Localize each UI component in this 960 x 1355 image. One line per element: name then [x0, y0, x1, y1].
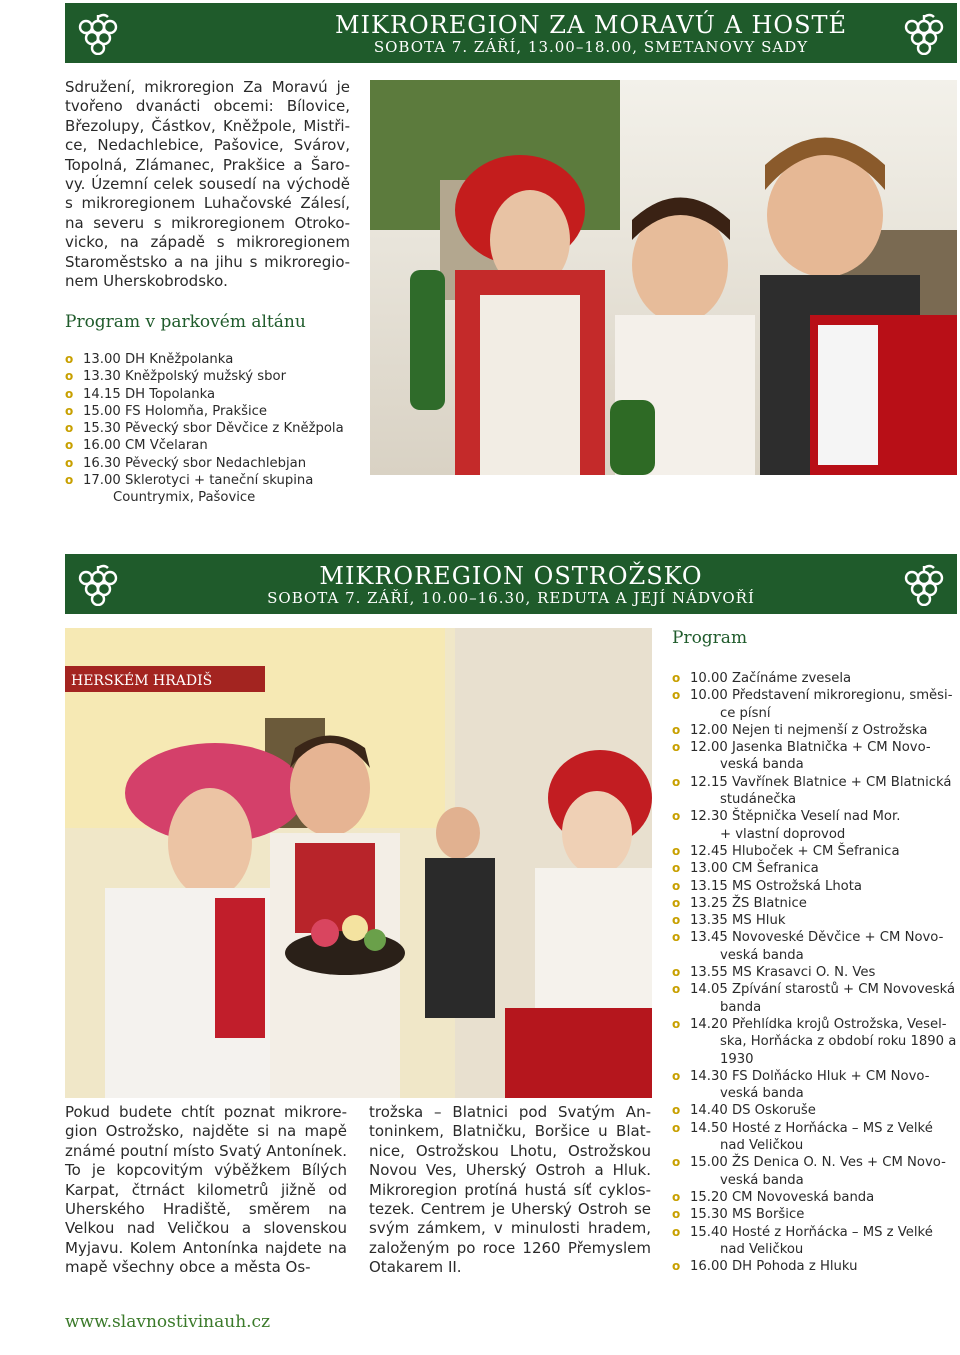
bullet-icon: o: [672, 1259, 681, 1274]
list-item: o 14.20 Přehlídka krojů Ostrožska, Vesel- ska, Horňácka z období roku 1890 a 1930: [672, 1016, 957, 1067]
list-item: o 13.35 MS Hluk: [672, 913, 786, 929]
list-item: o 16.30 Pěvecký sbor Nedachlebjan: [65, 455, 307, 471]
bullet-icon: o: [672, 1155, 681, 1170]
bullet-icon: o: [672, 913, 681, 928]
bullet-icon: o: [672, 1068, 681, 1083]
footer-website-link[interactable]: www.slavnostivinauh.cz: [65, 1312, 271, 1332]
bullet-icon: o: [65, 352, 74, 366]
list-item: o 14.50 Hosté z Horňácka – MS z Velké nad Veličkou: [672, 1120, 933, 1154]
bullet-icon: o: [65, 455, 74, 470]
bullet-icon: o: [672, 1016, 681, 1031]
list-item: o 15.00 ŽS Denica O. N. Ves + CM Novo- veská banda: [672, 1155, 946, 1188]
bullet-icon: o: [672, 965, 681, 980]
list-item: o 12.00 Jasenka Blatnička + CM Novo- veská banda: [672, 740, 931, 773]
grape-cluster-icon: [903, 13, 945, 55]
bullet-icon: o: [672, 1189, 681, 1204]
list-item: o 13.00 DH Kněžpolanka: [65, 352, 234, 367]
intro-paragraph: Sdružení, mikroregion Za Moravú je tvořeno dvanácti obcemi: Bílovice, Březolupy, Částkov, Kněžpole, Mistřice, Nedachlebice, Pašovice, Svárov, Topolná, Zlámanec, Prakšice a Šarovy. Územní celek sousedí na východě s mikroregionem Luhačovské Zálesí, na severu s mikroregionem Otrokovicko, na západě s mikroregionem Staroměstsko a na jihu s mikroregionem Uherskobrodsko.: [65, 78, 350, 291]
section-title: MIKROREGION ZA MORAVÚ A HOSTÉ: [334, 11, 848, 39]
bullet-icon: o: [65, 369, 74, 384]
bullet-icon: o: [672, 1207, 681, 1222]
grape-cluster-icon: [77, 13, 119, 55]
program-heading: Program v parkovém altánu: [65, 312, 306, 332]
photo-costumed-group: [65, 628, 652, 1098]
bullet-icon: o: [672, 1120, 681, 1135]
list-item: o 14.05 Zpívání starostů + CM Novoveská banda: [672, 982, 956, 1015]
grape-cluster-icon: [903, 564, 945, 606]
list-item: o 12.00 Nejen ti nejmenší z Ostrožska: [672, 722, 928, 738]
bullet-icon: o: [672, 1103, 681, 1118]
bullet-icon: o: [672, 930, 681, 945]
list-item: o 10.00 Představení mikroregionu, směsi- ce písní: [672, 688, 953, 721]
list-item: o 12.45 Hluboček + CM Šefranica: [672, 843, 900, 859]
list-item: o 13.30 Kněžpolský mužský sbor: [65, 369, 287, 385]
bullet-icon: o: [65, 421, 74, 436]
bullet-icon: o: [65, 403, 74, 418]
list-item: o 16.00 CM Včelaran: [65, 438, 208, 454]
program-heading: Program: [672, 628, 748, 648]
bullet-icon: o: [672, 774, 681, 789]
list-item: o 15.30 Pěvecký sbor Děvčice z Kněžpola: [65, 421, 344, 437]
bullet-icon: o: [672, 809, 681, 824]
list-item: o 15.20 CM Novoveská banda: [672, 1189, 875, 1205]
grape-cluster-icon: [77, 564, 119, 606]
list-item: o 12.15 Vavřínek Blatnice + CM Blatnická studánečka: [672, 774, 952, 808]
bullet-icon: o: [672, 861, 681, 876]
bullet-icon: o: [65, 438, 74, 453]
list-item: o 13.25 ŽS Blatnice: [672, 895, 807, 911]
program-list: [65, 351, 365, 507]
bullet-icon: o: [672, 878, 681, 893]
list-item: o 14.15 DH Topolanka: [65, 386, 216, 402]
photo-folk-musicians: [370, 80, 957, 475]
bullet-icon: o: [672, 688, 681, 703]
list-item: o 17.00 Sklerotyci + taneční skupina Countrymix, Pašovice: [65, 473, 314, 506]
list-item: o 13.00 CM Šefranica: [672, 861, 819, 877]
sign-text: HERSKÉM HRADIŠ: [71, 673, 213, 689]
bullet-icon: o: [672, 895, 681, 910]
bullet-icon: o: [65, 386, 74, 401]
section-banner-za-moravu: [65, 3, 957, 63]
bullet-icon: o: [672, 1224, 681, 1239]
body-text-column-2: trožska – Blatnici pod Svatým Antoninkem, Blatničku, Boršice u Blatnice, Ostrožskou Lhotu, Ostrožskou Novou Ves, Uherský Ostroh a Hluk. Mikroregion protíná hustá síť cyklostezek. Centrem je Uherský Ostroh se svým zámkem, v minulosti hradem, založeným po roce 1260 Přemyslem Otakarem II.: [369, 1103, 651, 1277]
list-item: o 15.30 MS Boršice: [672, 1207, 805, 1223]
program-list: [672, 670, 957, 1275]
list-item: o 16.00 DH Pohoda z Hluku: [672, 1259, 858, 1275]
section-subtitle: SOBOTA 7. ZÁŘÍ, 10.00–16.30, REDUTA A JEJÍ NÁDVOŘÍ: [267, 589, 755, 607]
bullet-icon: o: [672, 843, 681, 858]
list-item: o 13.15 MS Ostrožská Lhota: [672, 878, 863, 894]
bullet-icon: o: [672, 740, 681, 755]
bullet-icon: o: [672, 982, 681, 997]
list-item: o 12.30 Štěpnička Veselí nad Mor. + vlastní doprovod: [672, 809, 901, 842]
section-banner-ostrozsko: [65, 554, 957, 614]
section-title: MIKROREGION OSTROŽSKO: [319, 562, 703, 590]
list-item: o 15.40 Hosté z Horňácka – MS z Velké nad Veličkou: [672, 1224, 933, 1257]
list-item: o 15.00 FS Holomňa, Prakšice: [65, 403, 268, 419]
body-text-column-1: Pokud budete chtít poznat mikroregion Ostrožsko, najděte si na mapě známé poutní místo Svatý Antonínek. To je kopcovitým výběžkem Bílých Karpat, čtrnáct kilometrů jižně od Uherského Hradiště, směrem na Velkou nad Veličkou a slovenskou Myjavu. Kolem Antonínka najdete na mapě všechny obce a města Os-: [65, 1103, 347, 1277]
list-item: o 10.00 Začínáme zvesela: [672, 671, 852, 686]
section-subtitle: SOBOTA 7. ZÁŘÍ, 13.00–18.00, SMETANOVY SADY: [373, 38, 809, 56]
list-item: o 14.30 FS Dolňácko Hluk + CM Novo- veská banda: [672, 1068, 930, 1102]
bullet-icon: o: [672, 671, 681, 685]
list-item: o 14.40 DS Oskoruše: [672, 1103, 816, 1119]
bullet-icon: o: [672, 722, 681, 737]
list-item: o 13.55 MS Krasavci O. N. Ves: [672, 965, 876, 981]
bullet-icon: o: [65, 473, 74, 488]
list-item: o 13.45 Novoveské Děvčice + CM Novo- veská banda: [672, 930, 944, 963]
